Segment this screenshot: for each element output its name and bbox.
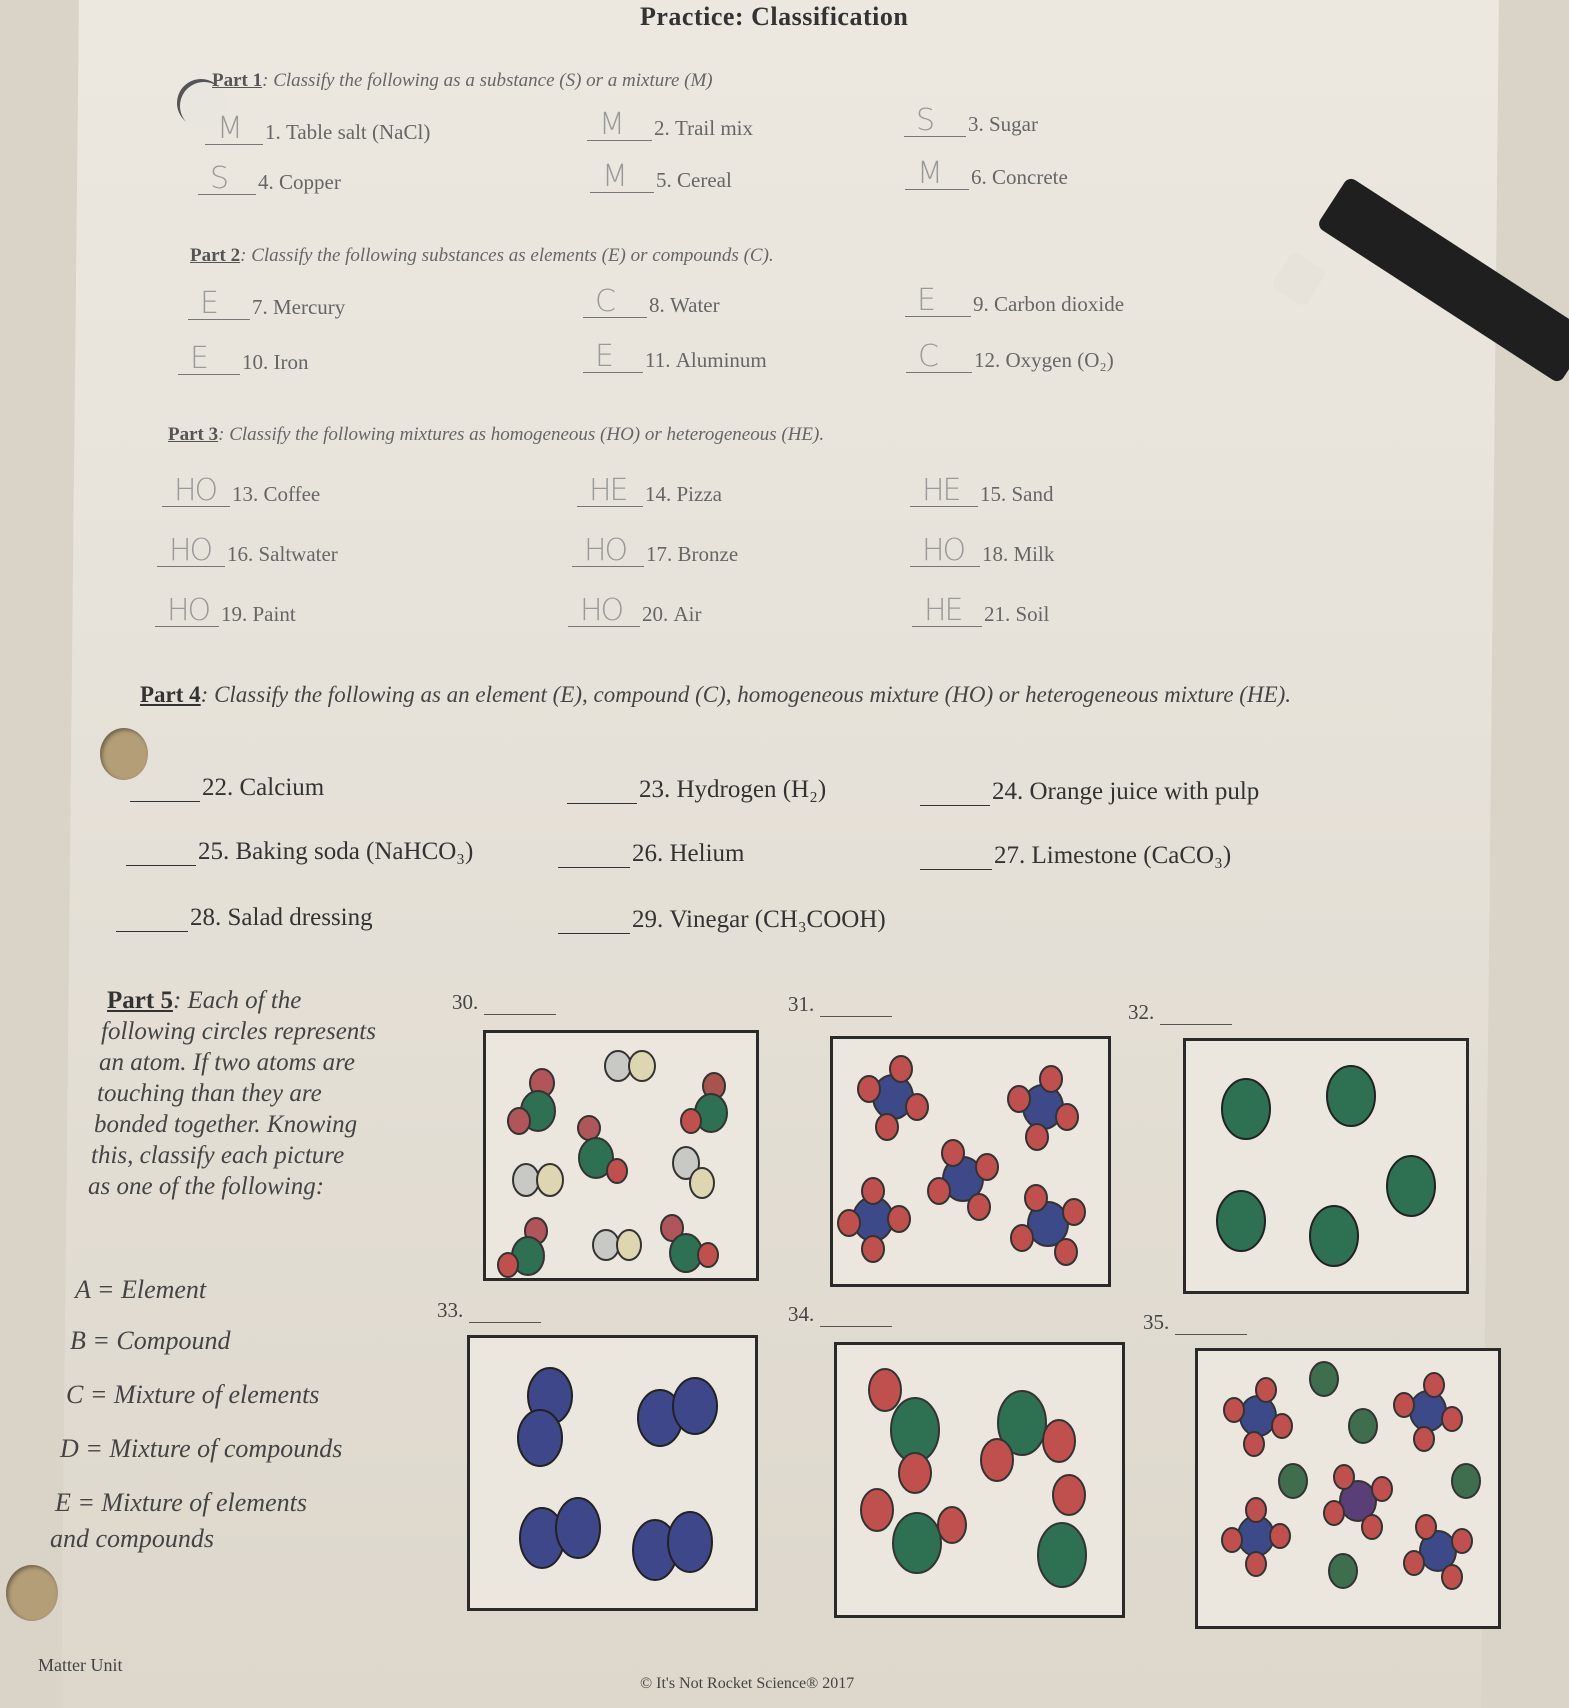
answer-field-28[interactable]	[116, 907, 188, 932]
question-15-label: Sand	[1011, 482, 1054, 506]
answer-field-13[interactable]: HO	[162, 482, 230, 507]
answer-field-4[interactable]: S	[198, 170, 256, 195]
question-18-label: Milk	[1013, 542, 1055, 566]
answer-field-18[interactable]: HO	[910, 542, 980, 567]
question-5: M 5. Cereal	[590, 168, 732, 193]
picture-question-31: 31.	[788, 992, 894, 1017]
answer-field-26[interactable]	[558, 843, 630, 868]
question-10-label: Iron	[273, 350, 309, 374]
answer-field-1[interactable]: M	[205, 120, 263, 145]
answer-field-17[interactable]: HO	[572, 542, 644, 567]
answer-field-34[interactable]	[820, 1306, 892, 1327]
legend-e-cont: and compounds	[50, 1524, 214, 1553]
picture-question-32: 32.	[1128, 1000, 1234, 1025]
question-11: E 11. Aluminum	[583, 348, 767, 373]
answer-field-24[interactable]	[920, 781, 990, 806]
answer-field-3[interactable]: S	[904, 112, 966, 137]
question-23-label: Hydrogen (H₂)	[676, 776, 827, 803]
molecule-diagram-35	[1198, 1351, 1498, 1626]
legend-c: C = Mixture of elements	[66, 1380, 320, 1409]
answer-field-5[interactable]: M	[590, 168, 654, 193]
question-29: 29. Vinegar (CH₃COOH)	[558, 906, 886, 934]
question-9-label: Carbon dioxide	[994, 292, 1125, 316]
answer-field-10[interactable]: E	[178, 350, 240, 375]
answer-field-35[interactable]	[1175, 1314, 1247, 1335]
picture-question-34: 34.	[788, 1302, 894, 1327]
question-1-label: Table salt (NaCl)	[286, 120, 431, 144]
question-24: 24. Orange juice with pulp	[920, 778, 1259, 806]
answer-field-23[interactable]	[567, 779, 637, 804]
question-26-label: Helium	[669, 840, 745, 867]
answer-field-8[interactable]: C	[583, 293, 647, 318]
part2-instruction: Part 2: Classify the following substances as elements (E) or compounds (C).	[190, 245, 774, 266]
question-28: 28. Salad dressing	[116, 904, 373, 932]
question-25: 25. Baking soda (NaHCO₃)	[126, 838, 473, 866]
question-17: HO 17. Bronze	[572, 542, 738, 567]
question-1: M 1. Table salt (NaCl)	[205, 120, 430, 145]
part3-label: Part 3	[168, 424, 219, 445]
question-7: E 7. Mercury	[188, 295, 345, 320]
part4-instruction: Part 4: Classify the following as an element (E), compound (C), homogeneous mixture (HO) or heterogeneous mixture (HE).	[140, 682, 1292, 707]
question-2-label: Trail mix	[675, 116, 753, 140]
molecule-diagram-31	[833, 1039, 1108, 1284]
question-2: M 2. Trail mix	[587, 116, 753, 141]
answer-field-15[interactable]: HE	[910, 482, 978, 507]
answer-field-7[interactable]: E	[188, 295, 250, 320]
part4-label: Part 4	[140, 682, 201, 707]
question-15: HE 15. Sand	[910, 482, 1054, 507]
question-6: M 6. Concrete	[905, 165, 1068, 190]
question-9: E 9. Carbon dioxide	[905, 292, 1124, 317]
question-3-label: Sugar	[989, 112, 1038, 136]
answer-field-21[interactable]: HE	[912, 602, 982, 627]
part3-instruction: Part 3: Classify the following mixtures as homogeneous (HO) or heterogeneous (HE).	[168, 424, 825, 445]
answer-field-2[interactable]: M	[587, 116, 652, 141]
answer-field-33[interactable]	[469, 1302, 541, 1323]
question-16: HO 16. Saltwater	[157, 542, 338, 567]
question-12: C 12. Oxygen (O₂)	[906, 348, 1114, 373]
question-8: C 8. Water	[583, 293, 720, 318]
answer-field-20[interactable]: HO	[568, 602, 640, 627]
question-22-label: Calcium	[239, 774, 325, 801]
part2-label: Part 2	[190, 245, 241, 266]
question-6-label: Concrete	[992, 165, 1068, 189]
picture-34-diagram	[834, 1342, 1125, 1618]
molecule-diagram-32	[1186, 1041, 1466, 1291]
question-4-label: Copper	[279, 170, 341, 194]
answer-field-9[interactable]: E	[905, 292, 971, 317]
picture-question-33: 33.	[437, 1298, 543, 1323]
question-13-label: Coffee	[263, 482, 321, 506]
question-5-label: Cereal	[677, 168, 732, 192]
part1-instruction-text: : Classify the following as a substance (S) or a mixture (M)	[262, 70, 713, 91]
part1-label: Part 1	[212, 70, 263, 91]
answer-field-19[interactable]: HO	[155, 602, 219, 627]
picture-30-diagram	[483, 1030, 759, 1281]
question-14-label: Pizza	[676, 482, 722, 506]
question-21: HE 21. Soil	[912, 602, 1049, 627]
question-13: HO 13. Coffee	[162, 482, 320, 507]
answer-field-11[interactable]: E	[583, 348, 643, 373]
picture-31-diagram	[830, 1036, 1111, 1287]
question-26: 26. Helium	[558, 840, 745, 868]
question-22: 22. Calcium	[130, 774, 324, 802]
question-19-label: Paint	[252, 602, 296, 626]
question-20-label: Air	[673, 602, 702, 626]
footer-copyright: © It's Not Rocket Science® 2017	[640, 1675, 855, 1692]
question-28-label: Salad dressing	[227, 904, 373, 931]
picture-question-35: 35.	[1143, 1310, 1249, 1335]
question-20: HO 20. Air	[568, 602, 702, 627]
question-12-label: Oxygen (O₂)	[1005, 348, 1114, 372]
question-8-label: Water	[670, 293, 720, 317]
question-4: S 4. Copper	[198, 170, 341, 195]
question-25-label: Baking soda (NaHCO₃)	[235, 838, 474, 865]
part5-label: Part 5	[107, 987, 173, 1014]
answer-field-25[interactable]	[126, 841, 196, 866]
question-10: E 10. Iron	[178, 350, 309, 375]
page-title: Practice: Classification	[640, 2, 909, 31]
question-14: HE 14. Pizza	[577, 482, 722, 507]
legend-e: E = Mixture of elements	[55, 1488, 307, 1517]
picture-question-30: 30.	[452, 990, 558, 1015]
picture-32-diagram	[1183, 1038, 1469, 1294]
question-23: 23. Hydrogen (H₂)	[567, 776, 826, 804]
answer-field-22[interactable]	[130, 777, 200, 802]
question-21-label: Soil	[1015, 602, 1050, 626]
question-24-label: Orange juice with pulp	[1029, 778, 1260, 805]
question-19: HO 19. Paint	[155, 602, 296, 627]
picture-33-diagram	[467, 1335, 758, 1611]
picture-35-diagram	[1195, 1348, 1501, 1629]
molecule-diagram-34	[837, 1345, 1122, 1615]
question-29-label: Vinegar (CH₃COOH)	[669, 906, 886, 933]
molecule-diagram-33	[470, 1338, 755, 1608]
part1-instruction	[212, 70, 713, 92]
question-7-label: Mercury	[273, 295, 346, 319]
question-3: S 3. Sugar	[904, 112, 1038, 137]
question-27: 27. Limestone (CaCO₃)	[920, 842, 1231, 870]
answer-field-29[interactable]	[558, 909, 630, 934]
question-18: HO 18. Milk	[910, 542, 1054, 567]
punch-hole-bottom	[6, 1565, 58, 1621]
footer-unit: Matter Unit	[38, 1655, 123, 1675]
answer-field-6[interactable]: M	[905, 165, 969, 190]
part5-instruction: Part 5: Each of the following circles represents an atom. If two atoms are touching than they are bonded together. Knowing this, classify each picture as one of the following:	[88, 987, 376, 1200]
molecule-diagram-30	[486, 1033, 756, 1278]
answer-field-27[interactable]	[920, 845, 992, 870]
answer-field-32[interactable]	[1160, 1004, 1232, 1025]
answer-field-30[interactable]	[484, 994, 556, 1015]
legend-d: D = Mixture of compounds	[60, 1434, 343, 1463]
answer-field-31[interactable]	[820, 996, 892, 1017]
answer-field-12[interactable]: C	[906, 348, 972, 373]
legend-a: A = Element	[75, 1275, 207, 1304]
question-11-label: Aluminum	[675, 348, 767, 372]
legend-b: B = Compound	[70, 1326, 231, 1355]
answer-field-14[interactable]: HE	[577, 482, 643, 507]
answer-field-16[interactable]: HO	[157, 542, 225, 567]
question-17-label: Bronze	[677, 542, 739, 566]
question-27-label: Limestone (CaCO₃)	[1031, 842, 1232, 869]
punch-hole-middle	[100, 728, 148, 780]
question-16-label: Saltwater	[258, 542, 338, 566]
